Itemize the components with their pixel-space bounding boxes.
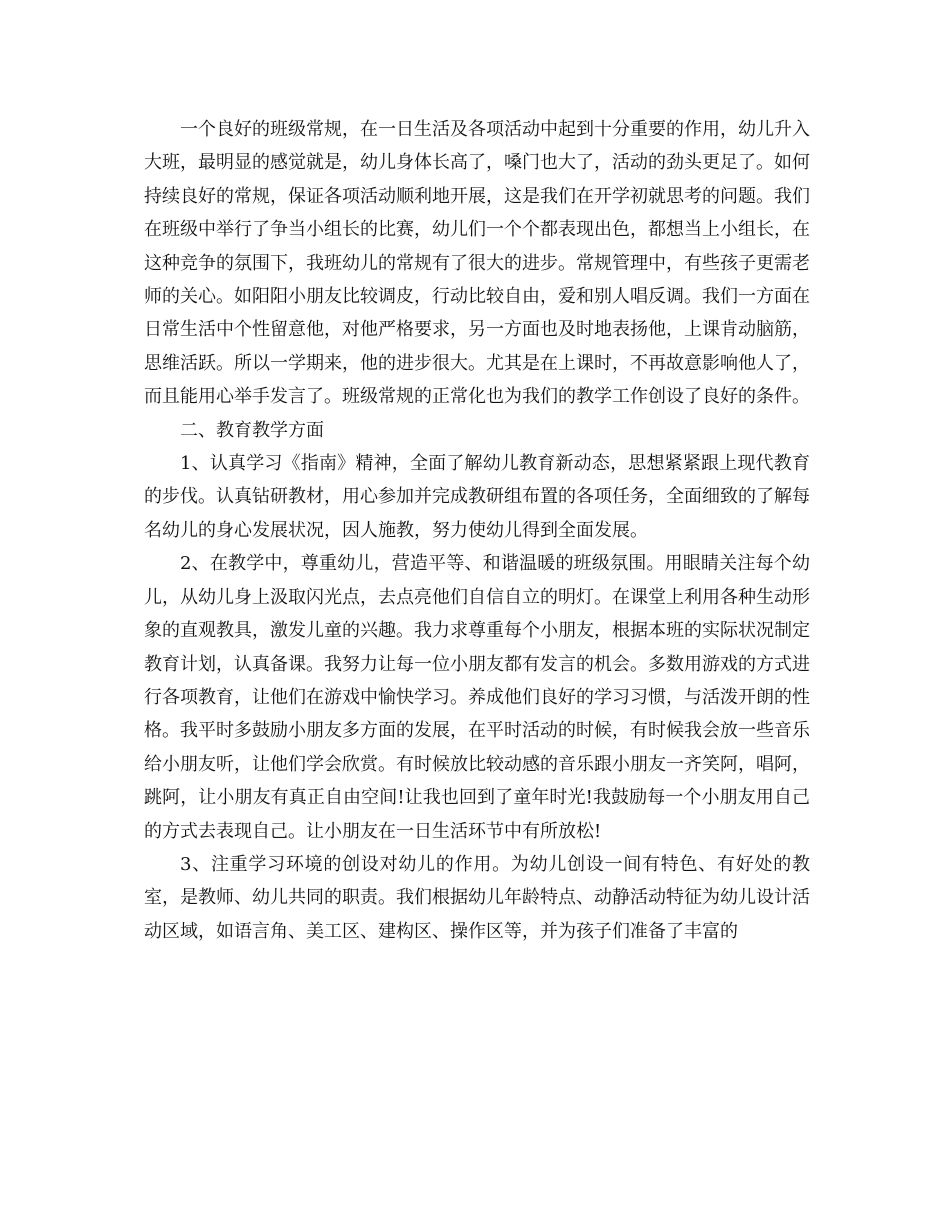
paragraph-item-2-teaching: 2、在教学中，尊重幼儿，营造平等、和谐温暖的班级氛围。用眼睛关注每个幼儿，从幼儿身上汲取闪光点，去点亮他们自信自立的明灯。在课堂上利用各种生动形象的直观教具，激发儿童的兴趣。我力求尊重每个小朋友，根据本班的实际状况制定教育计划，认真备课。我努力让每一位小朋友都有发言的机会。多数用游戏的方式进行各项教育，让他们在游戏中愉快学习。养成他们良好的学习习惯，与活泼开朗的性格。我平时多鼓励小朋友多方面的发展，在平时活动的时候，有时候我会放一些音乐给小朋友听，让他们学会欣赏。有时候放比较动感的音乐跟小朋友一齐笑阿，唱阿，跳阿，让小朋友有真正自由空间!让我也回到了童年时光!我鼓励每一个小朋友用自己的方式去表现自己。让小朋友在一日生活环节中有所放松! (144, 553, 810, 842)
paragraph-class-routine: 一个良好的班级常规，在一日生活及各项活动中起到十分重要的作用，幼儿升入大班，最明显的感觉就是，幼儿身体长高了，嗓门也大了，活动的劲头更足了。如何持续良好的常规，保证各项活动顺利地开展，这是我们在开学初就思考的问题。我们在班级中举行了争当小组长的比赛，幼儿们一个个都表现出色，都想当上小组长，在这种竞争的氛围下，我班幼儿的常规有了很大的进步。常规管理中，有些孩子更需老师的关心。如阳阳小朋友比较调皮，行动比较自由，爱和别人唱反调。我们一方面在日常生活中个性留意他，对他严格要求，另一方面也及时地表扬他，上课肯动脑筋，思维活跃。所以一学期来，他的进步很大。尤其是在上课时，不再故意影响他人了，而且能用心举手发言了。班级常规的正常化也为我们的教学工作创设了良好的条件。 (144, 119, 810, 408)
section-heading-education-teaching: 二、教育教学方面 (180, 419, 324, 441)
document-body (144, 113, 810, 948)
paragraph-item-3-environment: 3、注重学习环境的创设对幼儿的作用。为幼儿创设一间有特色、有好处的教室，是教师、幼儿共同的职责。我们根据幼儿年龄特点、动静活动特征为幼儿设计活动区域，如语言角、美工区、建构区、操作区等，并为孩子们准备了丰富的 (144, 853, 810, 942)
paragraph-item-1-guidelines: 1、认真学习《指南》精神，全面了解幼儿教育新动态，思想紧紧跟上现代教育的步伐。认真钻研教材，用心参加并完成教研组布置的各项任务，全面细致的了解每名幼儿的身心发展状况，因人施教，努力使幼儿得到全面发展。 (144, 453, 810, 541)
